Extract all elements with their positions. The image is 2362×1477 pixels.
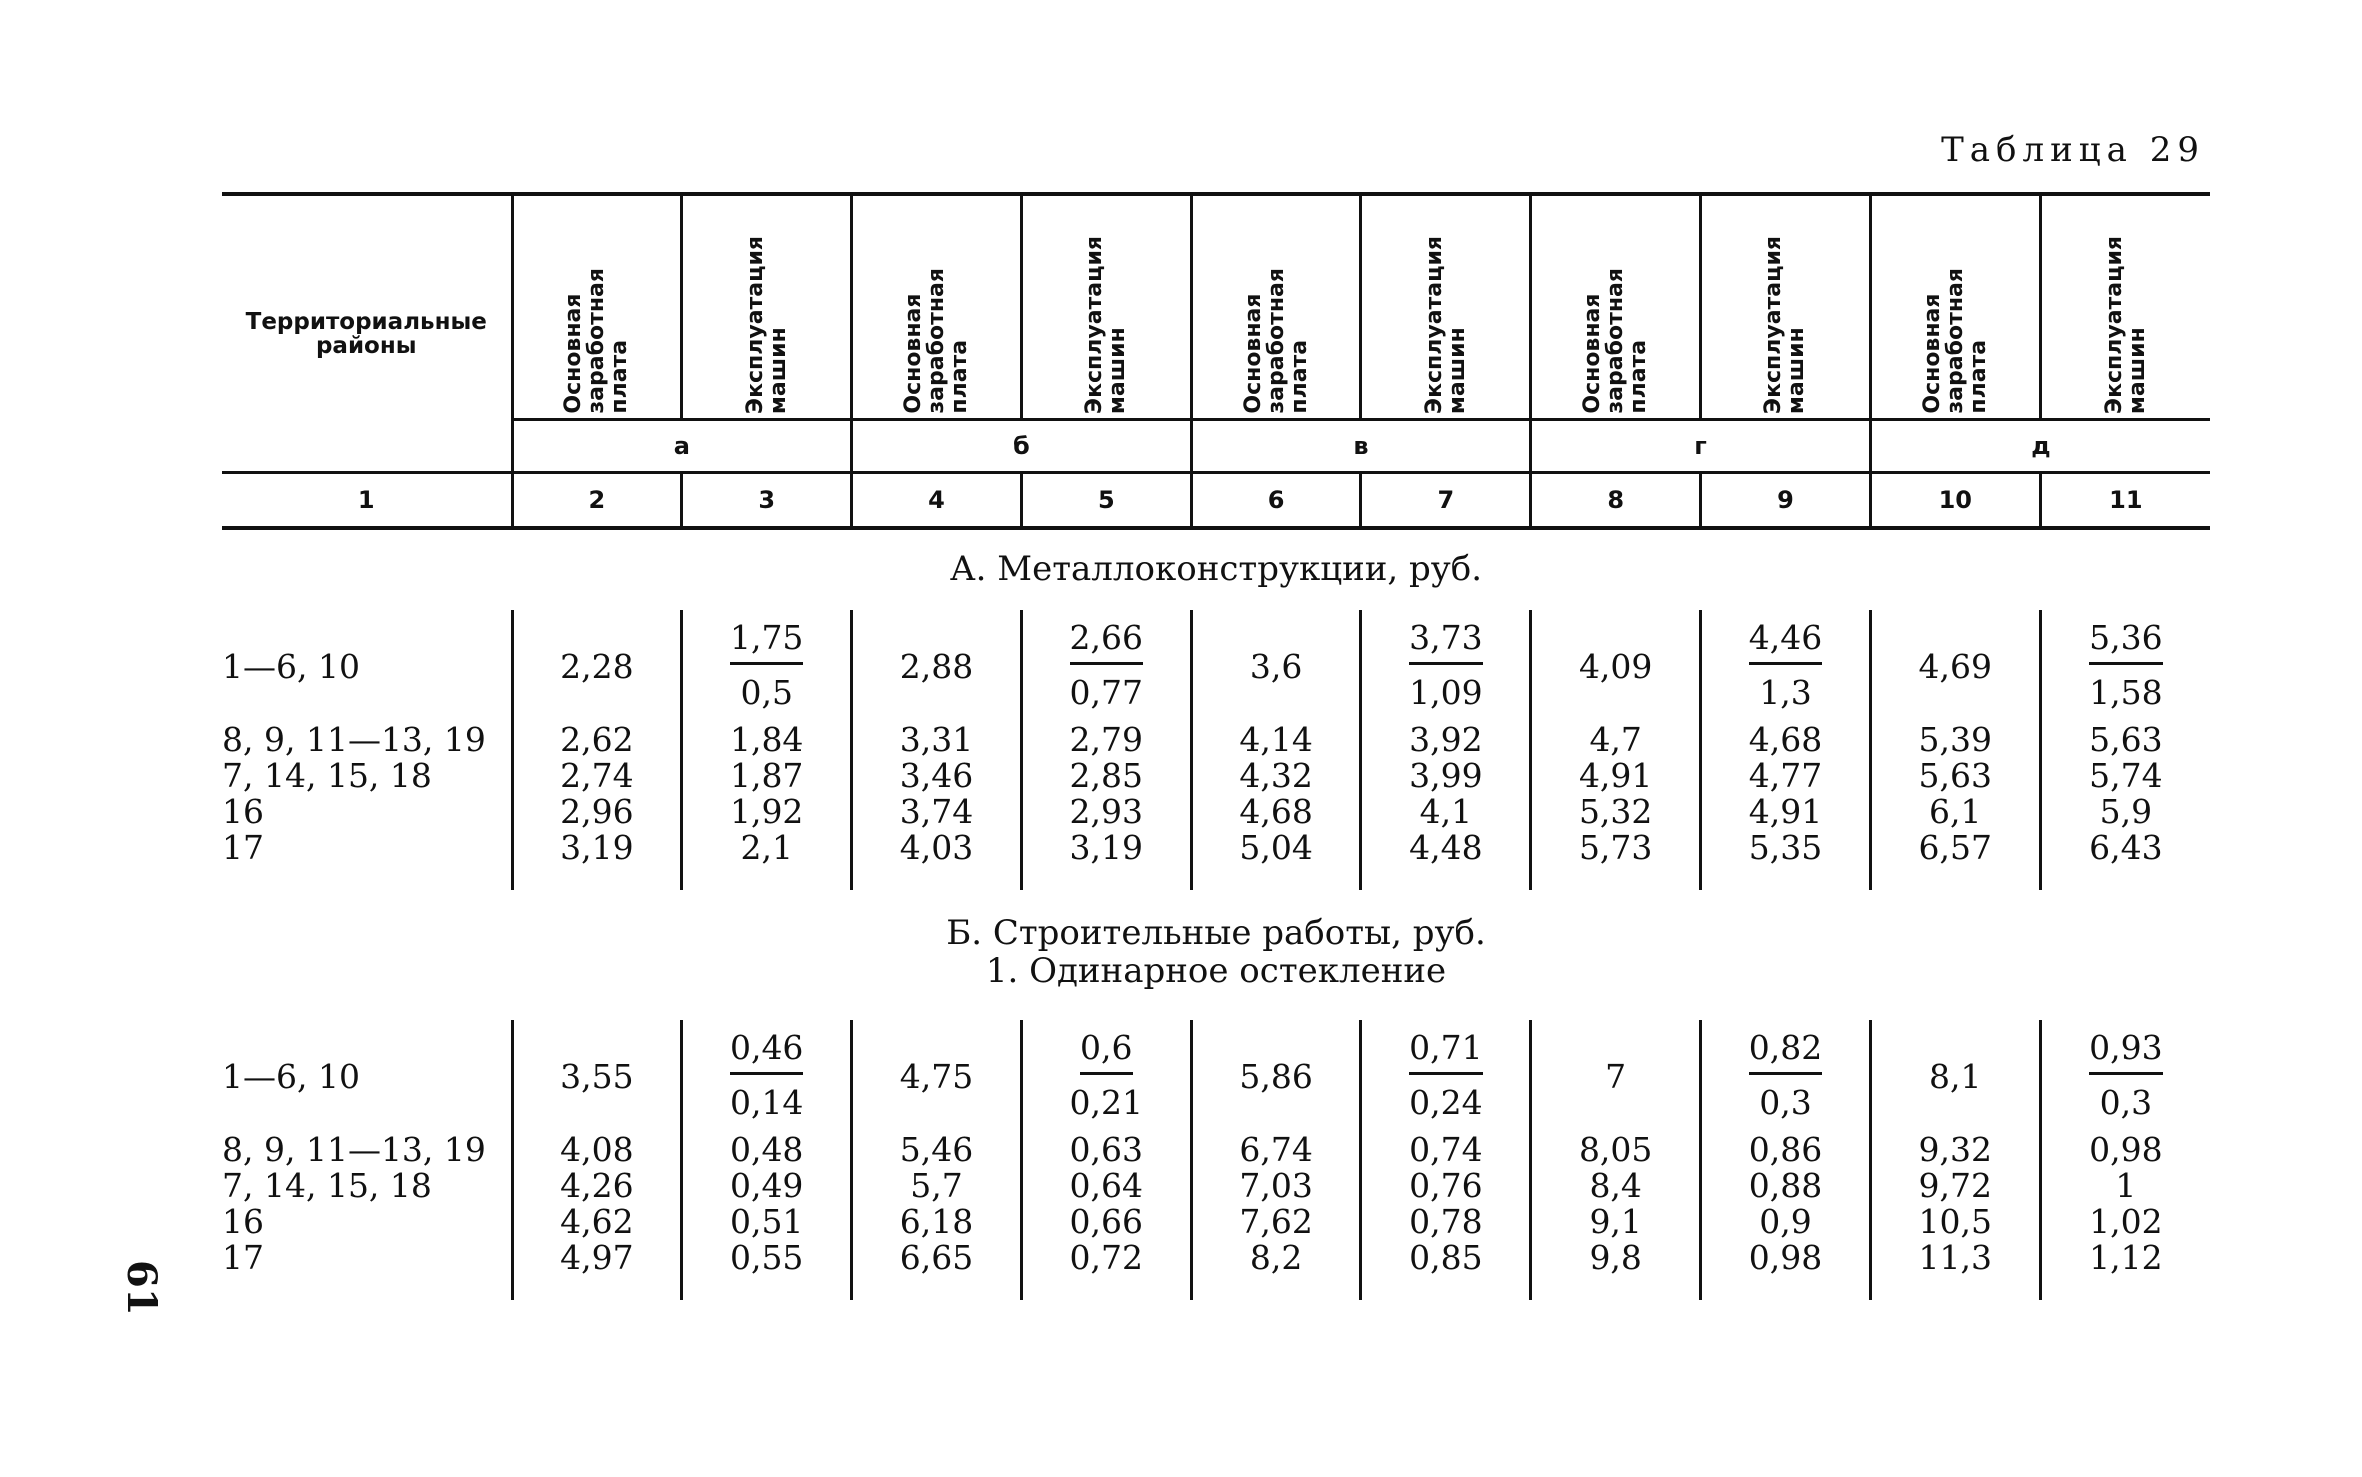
- value-cell: 7,62: [1191, 1204, 1361, 1240]
- value-cell: 3,19: [512, 830, 682, 866]
- value-cell: 3,74: [852, 794, 1022, 830]
- value-cell: 2,74: [512, 758, 682, 794]
- table-row: [222, 758, 2210, 794]
- value-cell: 5,04: [1191, 830, 1361, 866]
- fraction-bottom: 1,09: [1409, 672, 1483, 712]
- value-cell: 6,65: [852, 1240, 1022, 1276]
- fraction-bottom: 0,14: [729, 1082, 804, 1122]
- value-cell: 1,87: [682, 758, 852, 794]
- group-header-d: д: [1870, 420, 2210, 473]
- district-cell: 8, 9, 11—13, 19: [222, 720, 486, 759]
- fraction-cell: [1701, 1020, 1871, 1132]
- fraction-top: 0,46: [730, 1028, 803, 1075]
- fraction-cell: [1361, 1020, 1531, 1132]
- wage-label: Основная заработная плата: [561, 268, 633, 414]
- machines-label: Эксплуатация машин: [742, 235, 791, 414]
- value-cell: 3,19: [1021, 830, 1191, 866]
- fraction-bottom: 1,3: [1759, 672, 1812, 712]
- value-cell: 1,12: [2040, 1240, 2210, 1276]
- fraction-bottom: 0,3: [2099, 1082, 2153, 1122]
- value-cell: 0,98: [2040, 1132, 2210, 1168]
- value-cell: 5,9: [2040, 794, 2210, 830]
- fraction-top: 0,82: [1749, 1028, 1822, 1075]
- fraction-top: 1,75: [730, 618, 803, 665]
- value-cell: 7,03: [1191, 1168, 1361, 1204]
- value-cell: 1: [2040, 1168, 2210, 1204]
- row-spacer: [222, 1276, 2210, 1300]
- fraction-bottom: 0,21: [1069, 1082, 1144, 1122]
- wage-label: Основная заработная плата: [1580, 268, 1652, 414]
- district-cell: 1—6, 10: [222, 646, 360, 686]
- fraction-top: 5,36: [2089, 618, 2162, 665]
- table-row: [222, 1168, 2210, 1204]
- district-cell: 16: [222, 792, 264, 831]
- fraction-top: 0,93: [2089, 1028, 2162, 1075]
- value-cell: 0,9: [1701, 1204, 1871, 1240]
- value-cell: 5,7: [852, 1168, 1022, 1204]
- district-cell: 1—6, 10: [222, 1056, 360, 1096]
- value-cell: 0,74: [1361, 1132, 1531, 1168]
- col-number: 9: [1701, 473, 1871, 529]
- value-cell: 2,1: [682, 830, 852, 866]
- value-cell: 0,85: [1361, 1240, 1531, 1276]
- fraction-cell: [1021, 1020, 1191, 1132]
- header-row-labels: [222, 194, 2210, 420]
- value-cell: 4,03: [852, 830, 1022, 866]
- value-cell: 4,75: [852, 1020, 1022, 1132]
- value-cell: 6,57: [1870, 830, 2040, 866]
- col-header-wage: [1191, 194, 1361, 420]
- fraction-bottom: 0,5: [740, 672, 793, 712]
- value-cell: 1,92: [682, 794, 852, 830]
- group-header-g: г: [1531, 420, 1871, 473]
- value-cell: 2,88: [852, 610, 1022, 722]
- value-cell: 0,72: [1021, 1240, 1191, 1276]
- section-b-subheading: 1. Одинарное остекление: [985, 951, 1447, 991]
- value-cell: 4,91: [1531, 758, 1701, 794]
- value-cell: 5,73: [1531, 830, 1701, 866]
- value-cell: 3,46: [852, 758, 1022, 794]
- value-cell: 3,92: [1361, 722, 1531, 758]
- col-number: 7: [1361, 473, 1531, 529]
- value-cell: 8,4: [1531, 1168, 1701, 1204]
- value-cell: 8,1: [1870, 1020, 2040, 1132]
- value-cell: 4,91: [1701, 794, 1871, 830]
- value-cell: 4,26: [512, 1168, 682, 1204]
- value-cell: 3,6: [1191, 610, 1361, 722]
- col-number: 6: [1191, 473, 1361, 529]
- fraction-bottom: 0,77: [1069, 672, 1144, 712]
- value-cell: 4,08: [512, 1132, 682, 1168]
- machines-label: Эксплуатация машин: [1082, 235, 1131, 414]
- table-row: [222, 1132, 2210, 1168]
- col-number: 11: [2040, 473, 2210, 529]
- value-cell: 7: [1531, 1020, 1701, 1132]
- table-caption: Таблица 29: [1941, 130, 2205, 170]
- value-cell: 2,28: [512, 610, 682, 722]
- header-row-numbers: [222, 473, 2210, 529]
- districts-header: Территориальные районы: [245, 308, 487, 359]
- value-cell: 2,62: [512, 722, 682, 758]
- col-header-wage: [852, 194, 1022, 420]
- fraction-bottom: 0,24: [1409, 1082, 1483, 1122]
- col-number: 8: [1531, 473, 1701, 529]
- group-header-b: б: [852, 420, 1192, 473]
- fraction-cell: [1701, 610, 1871, 722]
- value-cell: 6,1: [1870, 794, 2040, 830]
- col-header-wage: [1870, 194, 2040, 420]
- value-cell: 2,79: [1021, 722, 1191, 758]
- value-cell: 0,51: [682, 1204, 852, 1240]
- group-header-a: а: [512, 420, 852, 473]
- value-cell: 2,93: [1021, 794, 1191, 830]
- value-cell: 5,63: [2040, 722, 2210, 758]
- fraction-top: 3,73: [1409, 618, 1482, 665]
- col-header-machines: [682, 194, 852, 420]
- section-b-title: [222, 890, 2210, 1020]
- machines-label: Эксплуатация машин: [2101, 235, 2150, 414]
- col-header-machines: [2040, 194, 2210, 420]
- col-header-wage: [512, 194, 682, 420]
- value-cell: 0,49: [682, 1168, 852, 1204]
- table-row: [222, 722, 2210, 758]
- col-number: 2: [512, 473, 682, 529]
- value-cell: 4,68: [1701, 722, 1871, 758]
- table-row: [222, 1020, 2210, 1132]
- machines-label: Эксплуатация машин: [1761, 235, 1810, 414]
- value-cell: 5,86: [1191, 1020, 1361, 1132]
- value-cell: 3,55: [512, 1020, 682, 1132]
- value-cell: 0,76: [1361, 1168, 1531, 1204]
- section-b-heading: Б. Строительные работы, руб.: [946, 913, 1486, 953]
- rates-table: [222, 192, 2210, 1300]
- district-cell: 7, 14, 15, 18: [222, 1166, 432, 1205]
- header-row-groups: [222, 420, 2210, 473]
- district-cell: 17: [222, 1238, 264, 1277]
- wage-label: Основная заработная плата: [1240, 268, 1312, 414]
- value-cell: 4,48: [1361, 830, 1531, 866]
- value-cell: 2,85: [1021, 758, 1191, 794]
- value-cell: 5,39: [1870, 722, 2040, 758]
- value-cell: 5,74: [2040, 758, 2210, 794]
- row-spacer: [222, 866, 2210, 890]
- value-cell: 5,35: [1701, 830, 1871, 866]
- district-cell: 16: [222, 1202, 264, 1241]
- value-cell: 6,74: [1191, 1132, 1361, 1168]
- value-cell: 4,7: [1531, 722, 1701, 758]
- value-cell: 11,3: [1870, 1240, 2040, 1276]
- value-cell: 4,69: [1870, 610, 2040, 722]
- value-cell: 0,55: [682, 1240, 852, 1276]
- value-cell: 4,32: [1191, 758, 1361, 794]
- col-header-machines: [1701, 194, 1871, 420]
- col-number: 10: [1870, 473, 2040, 529]
- value-cell: 0,86: [1701, 1132, 1871, 1168]
- value-cell: 9,72: [1870, 1168, 2040, 1204]
- fraction-cell: [682, 610, 852, 722]
- value-cell: 4,09: [1531, 610, 1701, 722]
- value-cell: 4,62: [512, 1204, 682, 1240]
- group-header-v: в: [1191, 420, 1531, 473]
- value-cell: 4,97: [512, 1240, 682, 1276]
- fraction-cell: [682, 1020, 852, 1132]
- district-cell: 8, 9, 11—13, 19: [222, 1130, 486, 1169]
- value-cell: 4,68: [1191, 794, 1361, 830]
- col-header-machines: [1361, 194, 1531, 420]
- value-cell: 5,46: [852, 1132, 1022, 1168]
- value-cell: 3,99: [1361, 758, 1531, 794]
- table-29: [222, 192, 2210, 1300]
- fraction-bottom: 0,3: [1759, 1082, 1812, 1122]
- value-cell: 3,31: [852, 722, 1022, 758]
- fraction-cell: [2040, 610, 2210, 722]
- table-row: [222, 830, 2210, 866]
- col-header-wage: [1531, 194, 1701, 420]
- value-cell: 0,48: [682, 1132, 852, 1168]
- fraction-top: 0,6: [1080, 1028, 1132, 1075]
- value-cell: 9,1: [1531, 1204, 1701, 1240]
- value-cell: 0,64: [1021, 1168, 1191, 1204]
- value-cell: 9,8: [1531, 1240, 1701, 1276]
- value-cell: 5,63: [1870, 758, 2040, 794]
- col-number: 4: [852, 473, 1022, 529]
- value-cell: 0,63: [1021, 1132, 1191, 1168]
- value-cell: 4,14: [1191, 722, 1361, 758]
- value-cell: 1,84: [682, 722, 852, 758]
- table-row: [222, 794, 2210, 830]
- table-row: [222, 1204, 2210, 1240]
- value-cell: 9,32: [1870, 1132, 2040, 1168]
- machines-label: Эксплуатация машин: [1421, 235, 1470, 414]
- value-cell: 8,2: [1191, 1240, 1361, 1276]
- section-a-title: А. Металлоконструкции, руб.: [949, 549, 1483, 589]
- fraction-cell: [1021, 610, 1191, 722]
- table-row: [222, 610, 2210, 722]
- fraction-top: 4,46: [1749, 618, 1822, 665]
- col-number: 5: [1021, 473, 1191, 529]
- value-cell: 6,43: [2040, 830, 2210, 866]
- value-cell: 0,98: [1701, 1240, 1871, 1276]
- value-cell: 10,5: [1870, 1204, 2040, 1240]
- value-cell: 6,18: [852, 1204, 1022, 1240]
- value-cell: 8,05: [1531, 1132, 1701, 1168]
- value-cell: 4,77: [1701, 758, 1871, 794]
- value-cell: 0,66: [1021, 1204, 1191, 1240]
- col-number: 3: [682, 473, 852, 529]
- value-cell: 0,88: [1701, 1168, 1871, 1204]
- fraction-cell: [1361, 610, 1531, 722]
- value-cell: 1,02: [2040, 1204, 2210, 1240]
- district-cell: 17: [222, 828, 264, 867]
- table-row: [222, 1240, 2210, 1276]
- value-cell: 4,1: [1361, 794, 1531, 830]
- fraction-top: 2,66: [1070, 618, 1143, 665]
- wage-label: Основная заработная плата: [900, 268, 972, 414]
- value-cell: 2,96: [512, 794, 682, 830]
- wage-label: Основная заработная плата: [1919, 268, 1991, 414]
- col-number: 1: [222, 473, 512, 529]
- fraction-cell: [2040, 1020, 2210, 1132]
- district-cell: 7, 14, 15, 18: [222, 756, 432, 795]
- value-cell: 0,78: [1361, 1204, 1531, 1240]
- value-cell: 5,32: [1531, 794, 1701, 830]
- fraction-top: 0,71: [1409, 1028, 1482, 1075]
- col-header-machines: [1021, 194, 1191, 420]
- fraction-bottom: 1,58: [2089, 672, 2163, 712]
- page-number: 61: [118, 1260, 165, 1316]
